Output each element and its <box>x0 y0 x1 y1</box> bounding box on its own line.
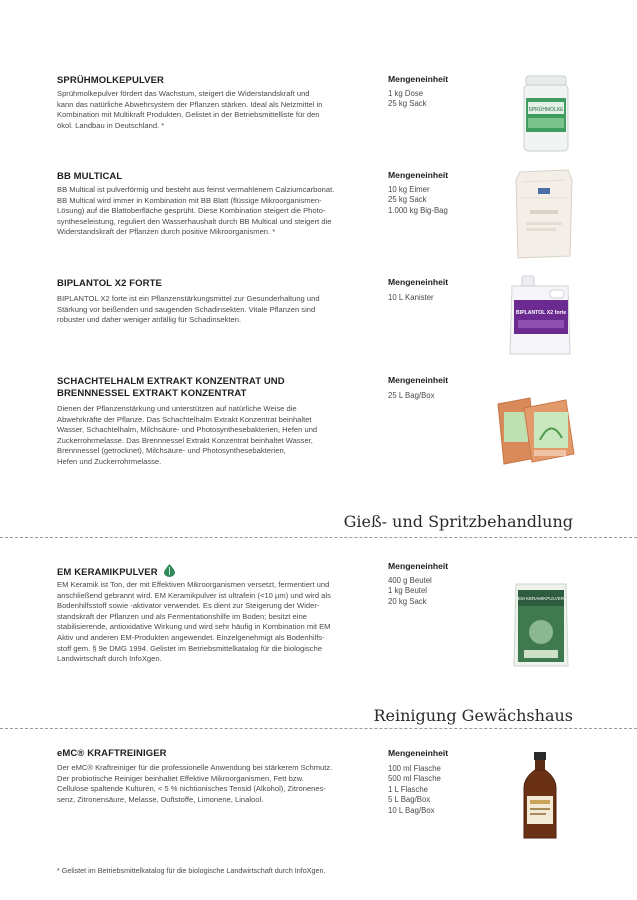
product-title: BIPLANTOL X2 FORTE <box>57 278 162 289</box>
product-title: EM KERAMIKPULVER <box>57 567 158 579</box>
product-title: SCHACHTELHALM EXTRAKT KONZENTRAT UND BRENNNESSEL EXTRAKT KONZENTRAT <box>57 376 285 399</box>
unit-item: 25 L Bag/Box <box>388 391 435 400</box>
unit-item: 400 g Beutel <box>388 576 432 585</box>
product-description: BB Multical ist pulverförmig und besteht aus feinst vermahlenem Calziumcarbonat. BB Multical wird immer in Kombination mit BB Blatt (flüssige Mikroorganismen- Lösung) auf die Blattoberfläche gesprüht. Diese Kombination steigert die Photo- syntheseleistung, reguliert den Wasserhaushalt durch BB Multical und steigert die Widerstandskraft der Pflanzen durch positive Mikroorganismen. * <box>57 185 335 237</box>
sack-image <box>512 168 576 262</box>
unit-heading: Mengeneinheit <box>388 748 449 758</box>
section-heading-reinigung: Reinigung Gewächshaus <box>373 706 573 725</box>
canister-label-text: BIPLANTOL X2 forte <box>515 310 567 316</box>
unit-item: 25 kg Sack <box>388 99 427 109</box>
ceramic-bag-label-text: EM KERAMIKPULVER <box>518 596 564 601</box>
unit-heading: Mengeneinheit <box>388 277 449 287</box>
unit-heading: Mengeneinheit <box>388 561 449 571</box>
unit-item: 1.000 kg Big-Bag <box>388 205 448 215</box>
section-heading-giess: Gieß- und Spritzbehandlung <box>343 512 573 531</box>
powder-jar-image <box>522 74 570 154</box>
unit-list <box>388 185 448 216</box>
unit-item: 20 kg Sack <box>388 596 427 606</box>
product-title-row <box>57 564 175 581</box>
unit-item: 1 L Flasche <box>388 784 429 794</box>
unit-item: 1 kg Beutel <box>388 586 428 596</box>
product-description: Sprühmolkepulver fördert das Wachstum, steigert die Widerstandskraft und kann das natürliche Abwehrsystem der Pflanzen stärken. Ideal als Netzmittel in Kombination mit Multikraft Produkten. Gelistet in der Betriebsmittelliste für den ökol. Landbau in Deutschland. * <box>57 89 323 130</box>
unit-heading: Mengeneinheit <box>388 170 449 180</box>
unit-heading: Mengeneinheit <box>388 375 449 385</box>
unit-item: 1 kg Dose <box>388 89 424 98</box>
leaf-drop-icon <box>164 564 175 581</box>
section-divider <box>0 728 637 729</box>
unit-item: 5 L Bag/Box <box>388 795 431 805</box>
product-description: BIPLANTOL X2 forte ist ein Pflanzenstärkungsmittel zur Gesunderhaltung und Stärkung vor beißenden und saugenden Schadinsekten. Vitale Pflanzen sind robuster und daher weniger anfällig für Schadinsekten. <box>57 294 320 325</box>
unit-item: 100 ml Flasche <box>388 764 441 773</box>
unit-item: 10 kg Eimer <box>388 185 430 194</box>
product-title: BB MULTICAL <box>57 171 123 182</box>
unit-list <box>388 391 435 401</box>
product-description: EM Keramik ist Ton, der mit Effektiven Mikroorganismen versetzt, fermentiert und anschließend gebrannt wird. EM Keramikpulver ist ultrafein (<10 µm) und wird als Bodenhilfsstoff sowie -aktivator verwendet. Es dient zur Steigerung der Wider- standskraft der Pflanzen und als Fermentationshilfe im Boden; besitzt eine stabilisierende, antioxidative Wirkung und wird sehr häufig in Kombination mit EM Aktiv und anderen EM-Produkten angewendet. Einzelgenehmigt als Bodenhilfs- stoff gem. § 9e DMG 1994. Gelistet im Betriebsmittelkatalog für die biologische Landwirtschaft durch InfoXgen. <box>57 580 331 664</box>
product-description: Dienen der Pflanzenstärkung und unterstützen auf natürliche Weise die Abwehrkräfte der Pflanze. Das Schachtelhalm Extrakt Konzentrat beinhaltet Wasser, Schachtelhalm, Milchsäure- und Photosynthesebakterien, Hefen und Zuckerrohrmelasse. Das Brennnessel Extrakt Konzentrat beinhaltet Wasser, Brennnessel (getrocknet), Milchsäure- und Photosynthesebakterien, Hefen und Zuckerrohrmelasse. <box>57 404 318 466</box>
jar-label-text: SPRÜHMOLKE <box>528 107 564 113</box>
product-title: SPRÜHMOLKEPULVER <box>57 75 164 86</box>
ceramic-bag-image <box>512 582 570 668</box>
unit-heading: Mengeneinheit <box>388 74 449 84</box>
canister-image <box>508 274 574 358</box>
unit-list <box>388 293 434 303</box>
unit-item: 500 ml Flasche <box>388 774 441 784</box>
unit-list <box>388 764 441 816</box>
product-title: eMC® KRAFTREINIGER <box>57 748 167 759</box>
unit-list <box>388 89 427 110</box>
unit-list <box>388 576 432 607</box>
footnote: * Gelistet im Betriebsmittelkatalog für die biologische Landwirtschaft durch InfoXgen. <box>57 866 326 875</box>
product-description: Der eMC® Kraftreiniger für die professionelle Anwendung bei stärkerem Schmutz. Der probiotische Reiniger beinhaltet Effektive Mikroorganismen, Fett bzw. Cellulose spaltende Kulturen, < 5 % nichtionisches Tensid (Alkohol), Zitronenes- senz, Zitronensäure, Melasse, Duftstoffe, Limonene, Linalool. <box>57 763 333 804</box>
unit-item: 10 L Kanister <box>388 293 434 302</box>
unit-item: 10 L Bag/Box <box>388 805 435 815</box>
bag-box-image <box>496 390 578 466</box>
bottle-image <box>520 752 560 842</box>
unit-item: 25 kg Sack <box>388 195 427 205</box>
section-divider <box>0 537 637 538</box>
